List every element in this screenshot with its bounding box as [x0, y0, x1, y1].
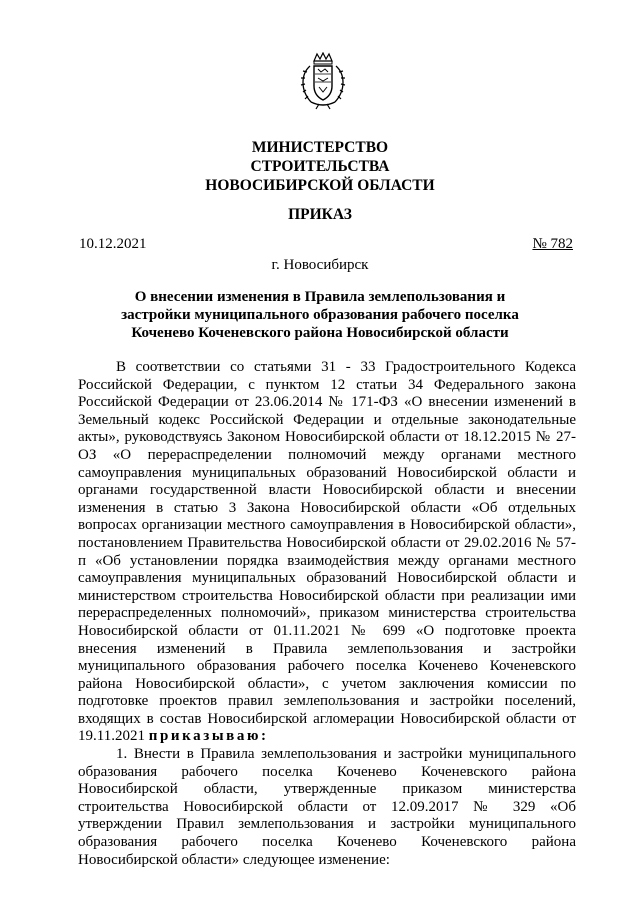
directive-word: приказываю:	[148, 728, 269, 745]
paragraph-text: В соответствии со статьями 31 - 33 Градостроительного Кодекса Российской Федерации, с пунктом 12 статьи 34 Федерального закона Российской Федерации от 23.06.2014 № 171-ФЗ «О внесении изменений в Земельный кодекс Российской Федерации и отдельные законодательные акты», руководствуясь Законом Новосибирской области от 18.12.2015 № 27-ОЗ «О перераспределении полномочий между органами местного самоуправления муниципальных образований Новосибирской области и органами государственной власти Новосибирской области и внесении изменения в статью 3 Закона Новосибирской области «Об отдельных вопросах организации местного самоуправления в Новосибирской области», постановлением Правительства Новосибирской области от 29.02.2016 № 57-п «Об установлении порядка взаимодействия между органами местного самоуправления муниципальных образований Новосибирской области и министерством строительства Новосибирской области при реализации ими перераспределенных полномочий», приказом министерства строительства Новосибирской области от 01.11.2021 № 699 «О подготовке проекта внесения изменений в Правила землепользования и застройки муниципального образования рабочего поселка Коченево Коченевского района Новосибирской области», с учетом заключения комиссии по подготовке проектов правил землепользования и застройки поселений, входящих в состав Новосибирской агломерации Новосибирской области от 19.11.2021	[78, 359, 576, 745]
ministry-line: МИНИСТЕРСТВО	[251, 139, 389, 156]
order-body	[78, 359, 576, 869]
order-title: ПРИКАЗ	[288, 206, 352, 223]
order-subject: О внесении изменения в Правила землепользования и застройки муниципального образования рабочего поселка Коченево Коченевского района Новосибирской области	[121, 289, 519, 341]
order-number: № 782	[532, 236, 573, 252]
ministry-name	[0, 138, 640, 195]
ministry-line: НОВОСИБИРСКОЙ ОБЛАСТИ	[205, 177, 435, 194]
order-city: г. Новосибирск	[271, 257, 369, 273]
body-paragraph	[78, 359, 576, 746]
ministry-line: СТРОИТЕЛЬСТВА	[250, 158, 390, 175]
coat-of-arms-icon	[297, 52, 349, 110]
order-date: 10.12.2021	[79, 236, 147, 252]
body-paragraph: 1. Внести в Правила землепользования и застройки муниципального образования рабочего поселка Коченево Коченевского района Новосибирской области, утвержденные приказом министерства строительства Новосибирской области от 12.09.2017 № 329 «Об утверждении Правил землепользования и застройки муниципального образования рабочего поселка Коченево Коченевского района Новосибирской области» следующее изменение:	[78, 746, 576, 868]
